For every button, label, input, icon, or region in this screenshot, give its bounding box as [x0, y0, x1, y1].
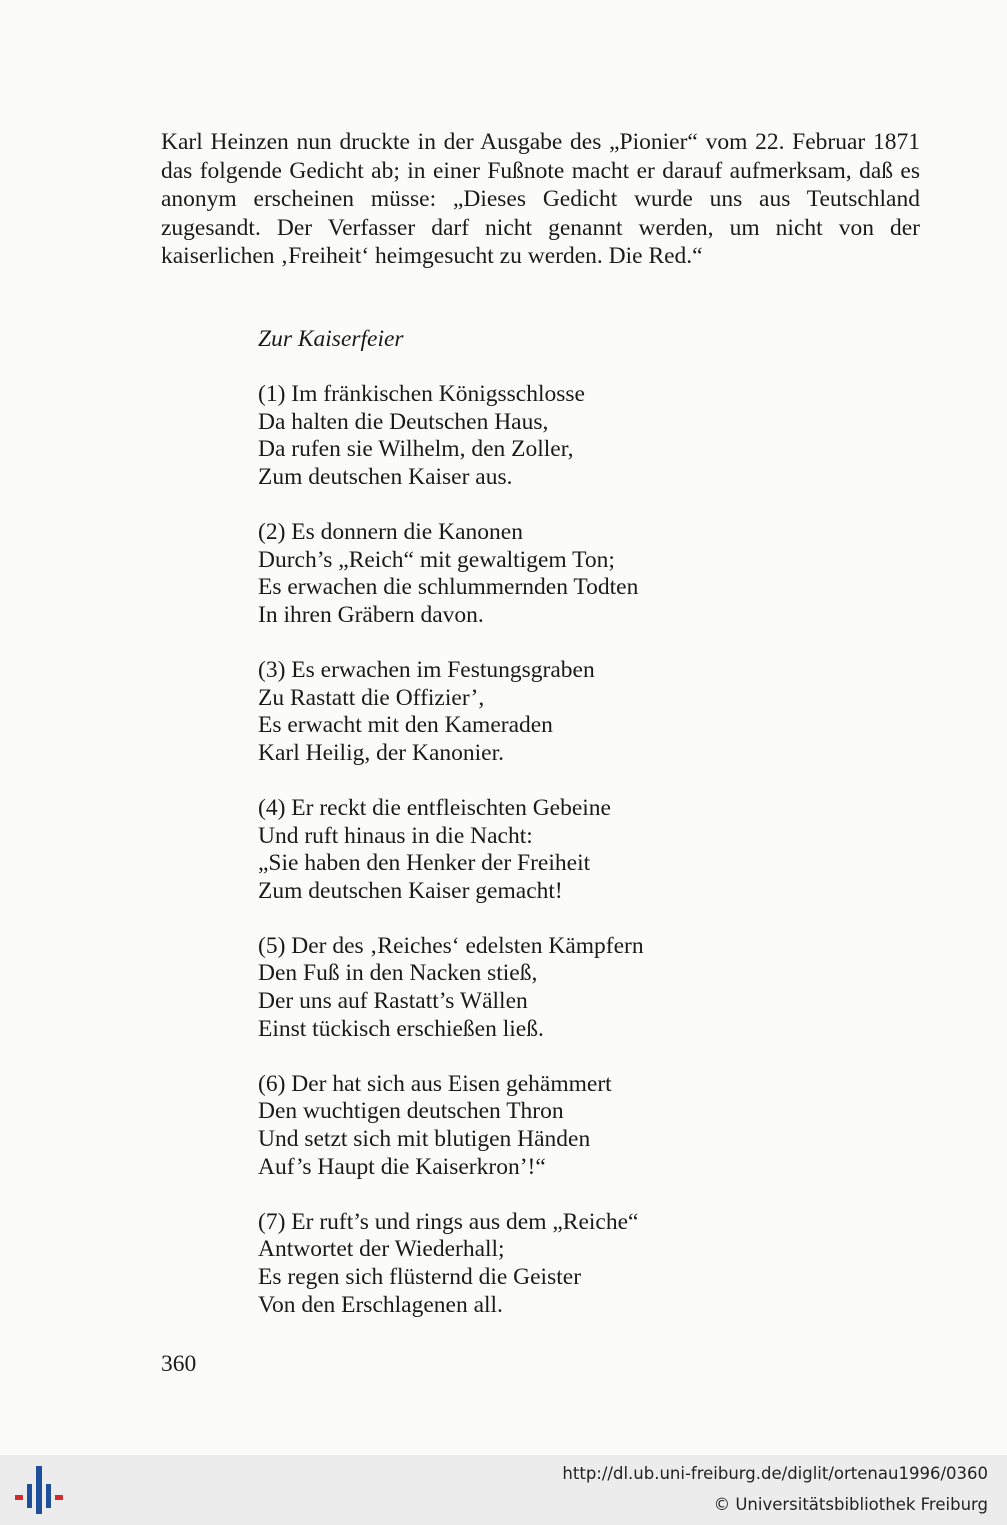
- poem-line: Von den Erschlagenen all.: [258, 1291, 503, 1318]
- poem-stanza-6: [258, 1071, 858, 1181]
- poem-line: (4) Er reckt die entfleischten Gebeine: [258, 794, 611, 821]
- poem-line: (1) Im fränkischen Königsschlosse: [258, 381, 585, 407]
- poem-line: In ihren Gräbern davon.: [258, 601, 484, 628]
- poem-line: Auf’s Haupt die Kaiserkron’!“: [258, 1153, 546, 1180]
- poem-line: Antwortet der Wiederhall;: [258, 1236, 505, 1263]
- poem-line: Zum deutschen Kaiser gemacht!: [258, 877, 563, 904]
- poem-line: (5) Der des ‚Reiches‘ edelsten Kämpfern: [258, 932, 644, 959]
- poem-line: Einst tückisch erschießen ließ.: [258, 1015, 544, 1042]
- poem-line: Durch’s „Reich“ mit gewaltigem Ton;: [258, 546, 615, 573]
- poem-line: (7) Er ruft’s und rings aus dem „Reiche“: [258, 1208, 639, 1235]
- poem-line: Und ruft hinaus in die Nacht:: [258, 822, 533, 849]
- poem-line: (3) Es erwachen im Festungsgraben: [258, 656, 595, 683]
- poem-line: Da halten die Deutschen Haus,: [258, 408, 549, 435]
- poem-stanza-4: [258, 795, 858, 905]
- poem-line: Der uns auf Rastatt’s Wällen: [258, 988, 528, 1015]
- poem-line: Und setzt sich mit blutigen Händen: [258, 1126, 591, 1153]
- poem-line: Zum deutschen Kaiser aus.: [258, 463, 513, 490]
- poem-line: (6) Der hat sich aus Eisen gehämmert: [258, 1070, 612, 1097]
- poem-stanza-5: [258, 933, 858, 1043]
- poem-stanza-1: [258, 381, 858, 491]
- poem-line: Es erwacht mit den Kameraden: [258, 712, 553, 739]
- poem-stanza-3: [258, 657, 858, 767]
- poem-stanza-2: [258, 519, 858, 629]
- poem-line: Den wuchtigen deutschen Thron: [258, 1098, 564, 1125]
- poem-line: „Sie haben den Henker der Freiheit: [258, 850, 591, 877]
- poem-line: Es regen sich flüsternd die Geister: [258, 1264, 582, 1290]
- intro-paragraph: Karl Heinzen nun druckte in der Ausgabe des „Pionier“ vom 22. Februar 1871 das folgende Gedicht ab; in einer Fußnote macht er darauf aufmerksam, daß es anonym erscheinen müsse: „Dieses Gedicht wurde uns aus Teutschland zugesandt. Der Verfasser darf nicht genannt werden, um nicht von der kaiserlichen ‚Freiheit‘ heimgesucht zu werden. Die Red.“: [161, 129, 920, 270]
- poem-stanza-7: [258, 1209, 858, 1319]
- permalink-url[interactable]: http://dl.ub.uni-freiburg.de/diglit/ortenau1996/0360: [562, 1464, 988, 1483]
- poem-line: Da rufen sie Wilhelm, den Zoller,: [258, 436, 574, 463]
- poem: [258, 325, 858, 1347]
- viewer-footer: [0, 1455, 1007, 1525]
- poem-line: Es erwachen die schlummernden Todten: [258, 574, 639, 601]
- poem-line: Zu Rastatt die Offizier’,: [258, 684, 485, 711]
- ub-freiburg-logo-icon[interactable]: [13, 1464, 65, 1516]
- copyright-notice: © Universitätsbibliothek Freiburg: [713, 1495, 988, 1514]
- poem-line: Den Fuß in den Nacken stieß,: [258, 960, 538, 987]
- page-number: 360: [161, 1351, 197, 1377]
- poem-line: (2) Es donnern die Kanonen: [258, 518, 523, 545]
- poem-title: Zur Kaiserfeier: [258, 326, 404, 352]
- poem-line: Karl Heilig, der Kanonier.: [258, 739, 505, 766]
